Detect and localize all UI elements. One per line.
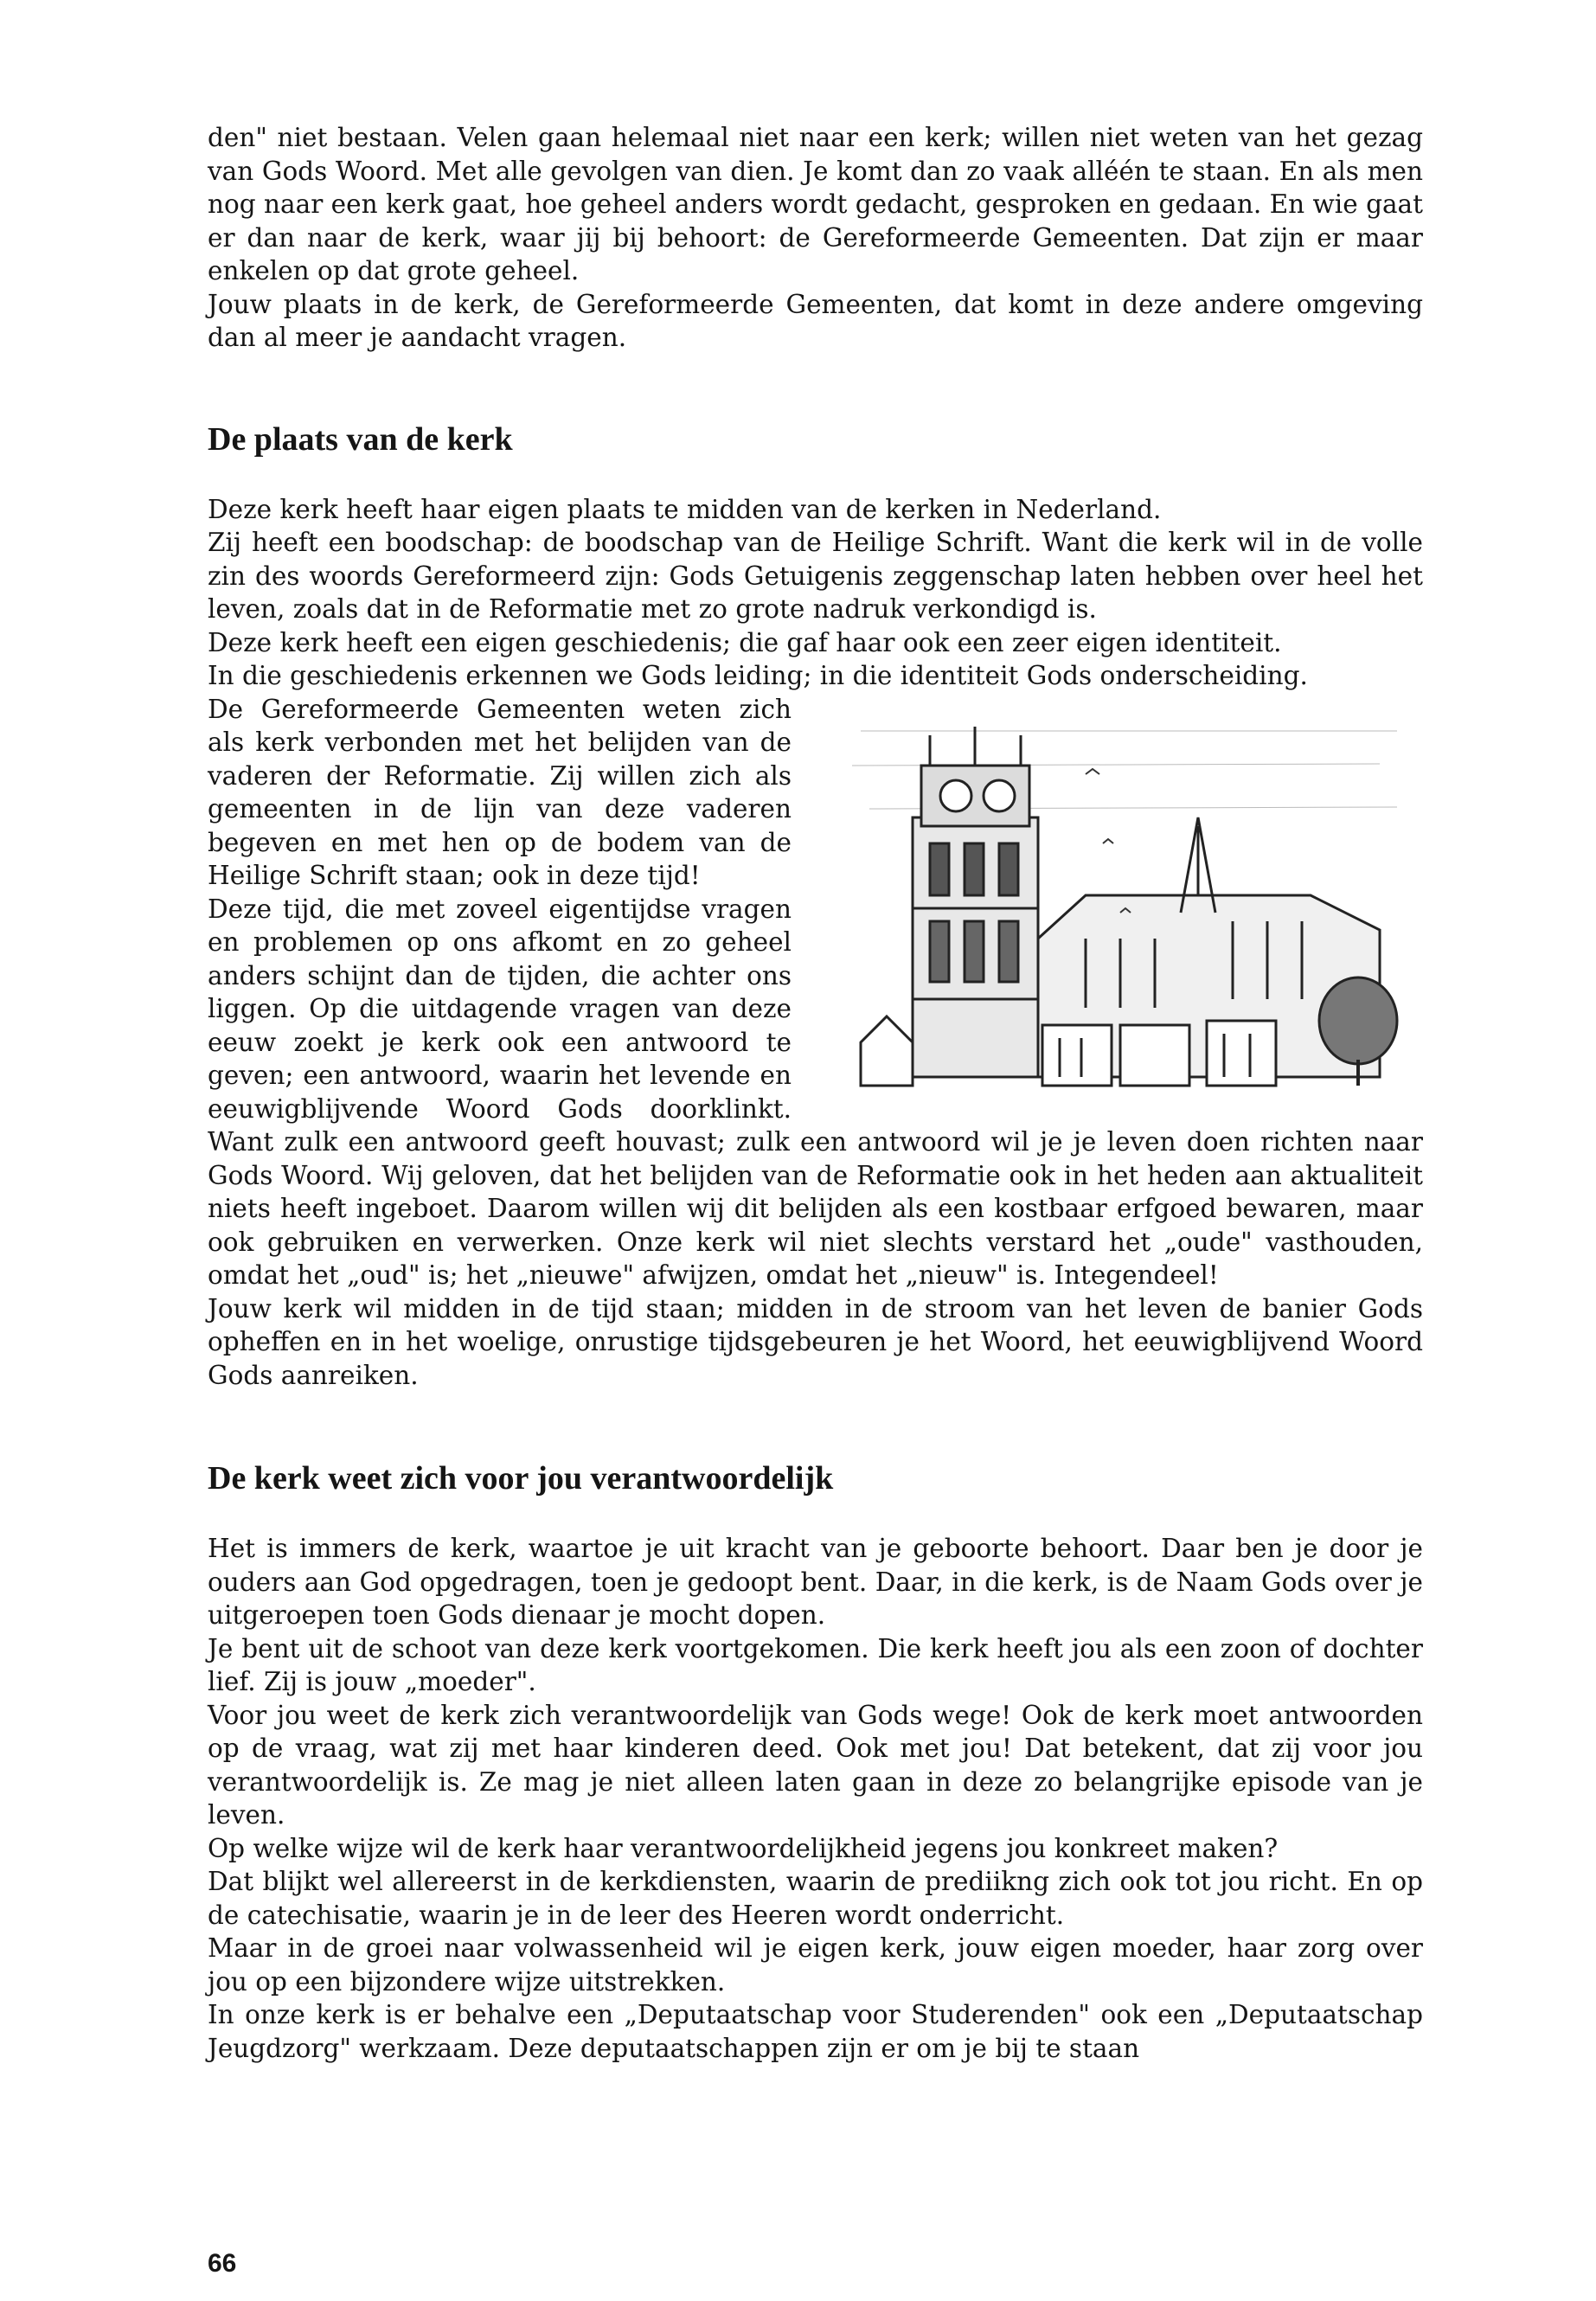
body-paragraph: Je bent uit de schoot van deze kerk voortgekomen. Die kerk heeft jou als een zoon of dochter lief. Zij is jouw „moeder". bbox=[208, 1633, 1423, 1696]
intro-paragraph: den" niet bestaan. Velen gaan helemaal niet naar een kerk; willen niet weten van het gezag van Gods Woord. Met alle gevolgen van dien. Je komt dan zo vaak alléén te staan. En als men nog naar een kerk gaat, hoe geheel anders wordt gedacht, gesproken en gedaan. En wie gaat er dan naar de kerk, waar jij bij behoort: de Gereformeerde Gemeenten. Dat zijn er maar enkelen op dat grote geheel. bbox=[208, 123, 1423, 285]
page-number: 66 bbox=[208, 2249, 237, 2278]
body-paragraph: Zij heeft een boodschap: de boodschap van de Heilige Schrift. Want die kerk wil in de volle zin des woords Gereformeerd zijn: Gods Getuigenis zeggenschap laten hebben over heel het leven, zoals dat in de Reformatie met zo grote nadruk verkondigd is. bbox=[208, 528, 1423, 624]
intro-paragraph: Jouw plaats in de kerk, de Gereformeerde Gemeenten, dat komt in deze andere omgeving dan al meer je aandacht vragen. bbox=[208, 289, 1423, 352]
body-paragraph: In die geschiedenis erkennen we Gods leiding; in die identiteit Gods onderscheiding. bbox=[208, 661, 1308, 690]
body-paragraph: Maar in de groei naar volwassenheid wil je eigen kerk, jouw eigen moeder, haar zorg over jou op een bijzondere wijze uitstrekken. bbox=[208, 1933, 1423, 1997]
body-paragraph: Op welke wijze wil de kerk haar verantwoordelijkheid jegens jou konkreet maken? bbox=[208, 1833, 1279, 1863]
body-paragraph: Het is immers de kerk, waartoe je uit kracht van je geboorte behoort. Daar ben je door je ouders aan God opgedragen, toen je gedoopt bent. Daar, in die kerk, is de Naam Gods over je uitgeroepen toen Gods dienaar je mocht dopen. bbox=[208, 1534, 1423, 1630]
church-tower bbox=[913, 727, 1038, 1077]
section-heading-plaats: De plaats van de kerk bbox=[208, 420, 513, 458]
body-paragraph: Deze kerk heeft haar eigen plaats te midden van de kerken in Nederland. bbox=[208, 494, 1162, 524]
body-paragraph: Jouw kerk wil midden in de tijd staan; midden in de stroom van het leven de banier Gods opheffen en in het woelige, onrustige tijdsgebeuren je het Woord, het eeuwigblijvend Woord Gods aanreiken. bbox=[208, 1293, 1423, 1390]
church-drawing bbox=[826, 714, 1423, 1103]
body-paragraph: De Gereformeerde Gemeenten weten zich als kerk verbonden met het belijden van de vaderen der Reformatie. Zij willen zich als gemeenten in de lijn van deze vaderen begeven en met hen op de bodem van de Heilige Schrift staan; ook in deze tijd! bbox=[208, 694, 792, 890]
body-paragraph: Voor jou weet de kerk zich verantwoordelijk van Gods wege! Ook de kerk moet antwoorden op de vraag, wat zij met haar kinderen deed. Ook met jou! Dat betekent, dat zij voor jou verantwoordelijk is. Ze mag je niet alleen laten gaan in deze zo belangrijke episode van je leven. bbox=[208, 1700, 1423, 1830]
section-heading-verantwoordelijk: De kerk weet zich voor jou verantwoordelijk bbox=[208, 1460, 834, 1497]
church-sketch-illustration bbox=[826, 714, 1423, 1103]
body-paragraph: Dat blijkt wel allereerst in de kerkdiensten, waarin de prediikng zich ook tot jou richt. En op de catechisatie, waarin je in de leer des Heeren wordt onderricht. bbox=[208, 1867, 1423, 1930]
body-paragraph: In onze kerk is er behalve een „Deputaatschap voor Studerenden" ook een „Deputaatschap Jeugdzorg" werkzaam. Deze deputaatschappen zijn er om je bij te staan bbox=[208, 2000, 1423, 2063]
body-paragraph: Deze tijd, die met zoveel eigentijdse vragen en problemen op ons afkomt en zo geheel anders schijnt dan de tijden, die achter ons liggen. Op die uitdagende vragen van deze eeuw zoekt je kerk ook een antwoord te geven; een antwoord, waarin het levende en eeuwigblijvende Woord Gods doorklinkt. Want zulk een antwoord geeft houvast; zulk een antwoord wil je je leven doen richten naar Gods Woord. Wij geloven, dat het belijden van de Reformatie ook in het heden aan aktualiteit niets heeft ingeboet. Daarom willen wij dit belijden als een kostbaar erfgoed bewaren, maar ook gebruiken en verwerken. Onze kerk wil niet slechts verstard het „oude" vasthouden, omdat het „oud" is; het „nieuwe" afwijzen, omdat het „nieuw" is. Integendeel! bbox=[208, 894, 1423, 1290]
body-paragraph: Deze kerk heeft een eigen geschiedenis; die gaf haar ook een zeer eigen identiteit. bbox=[208, 627, 1282, 657]
